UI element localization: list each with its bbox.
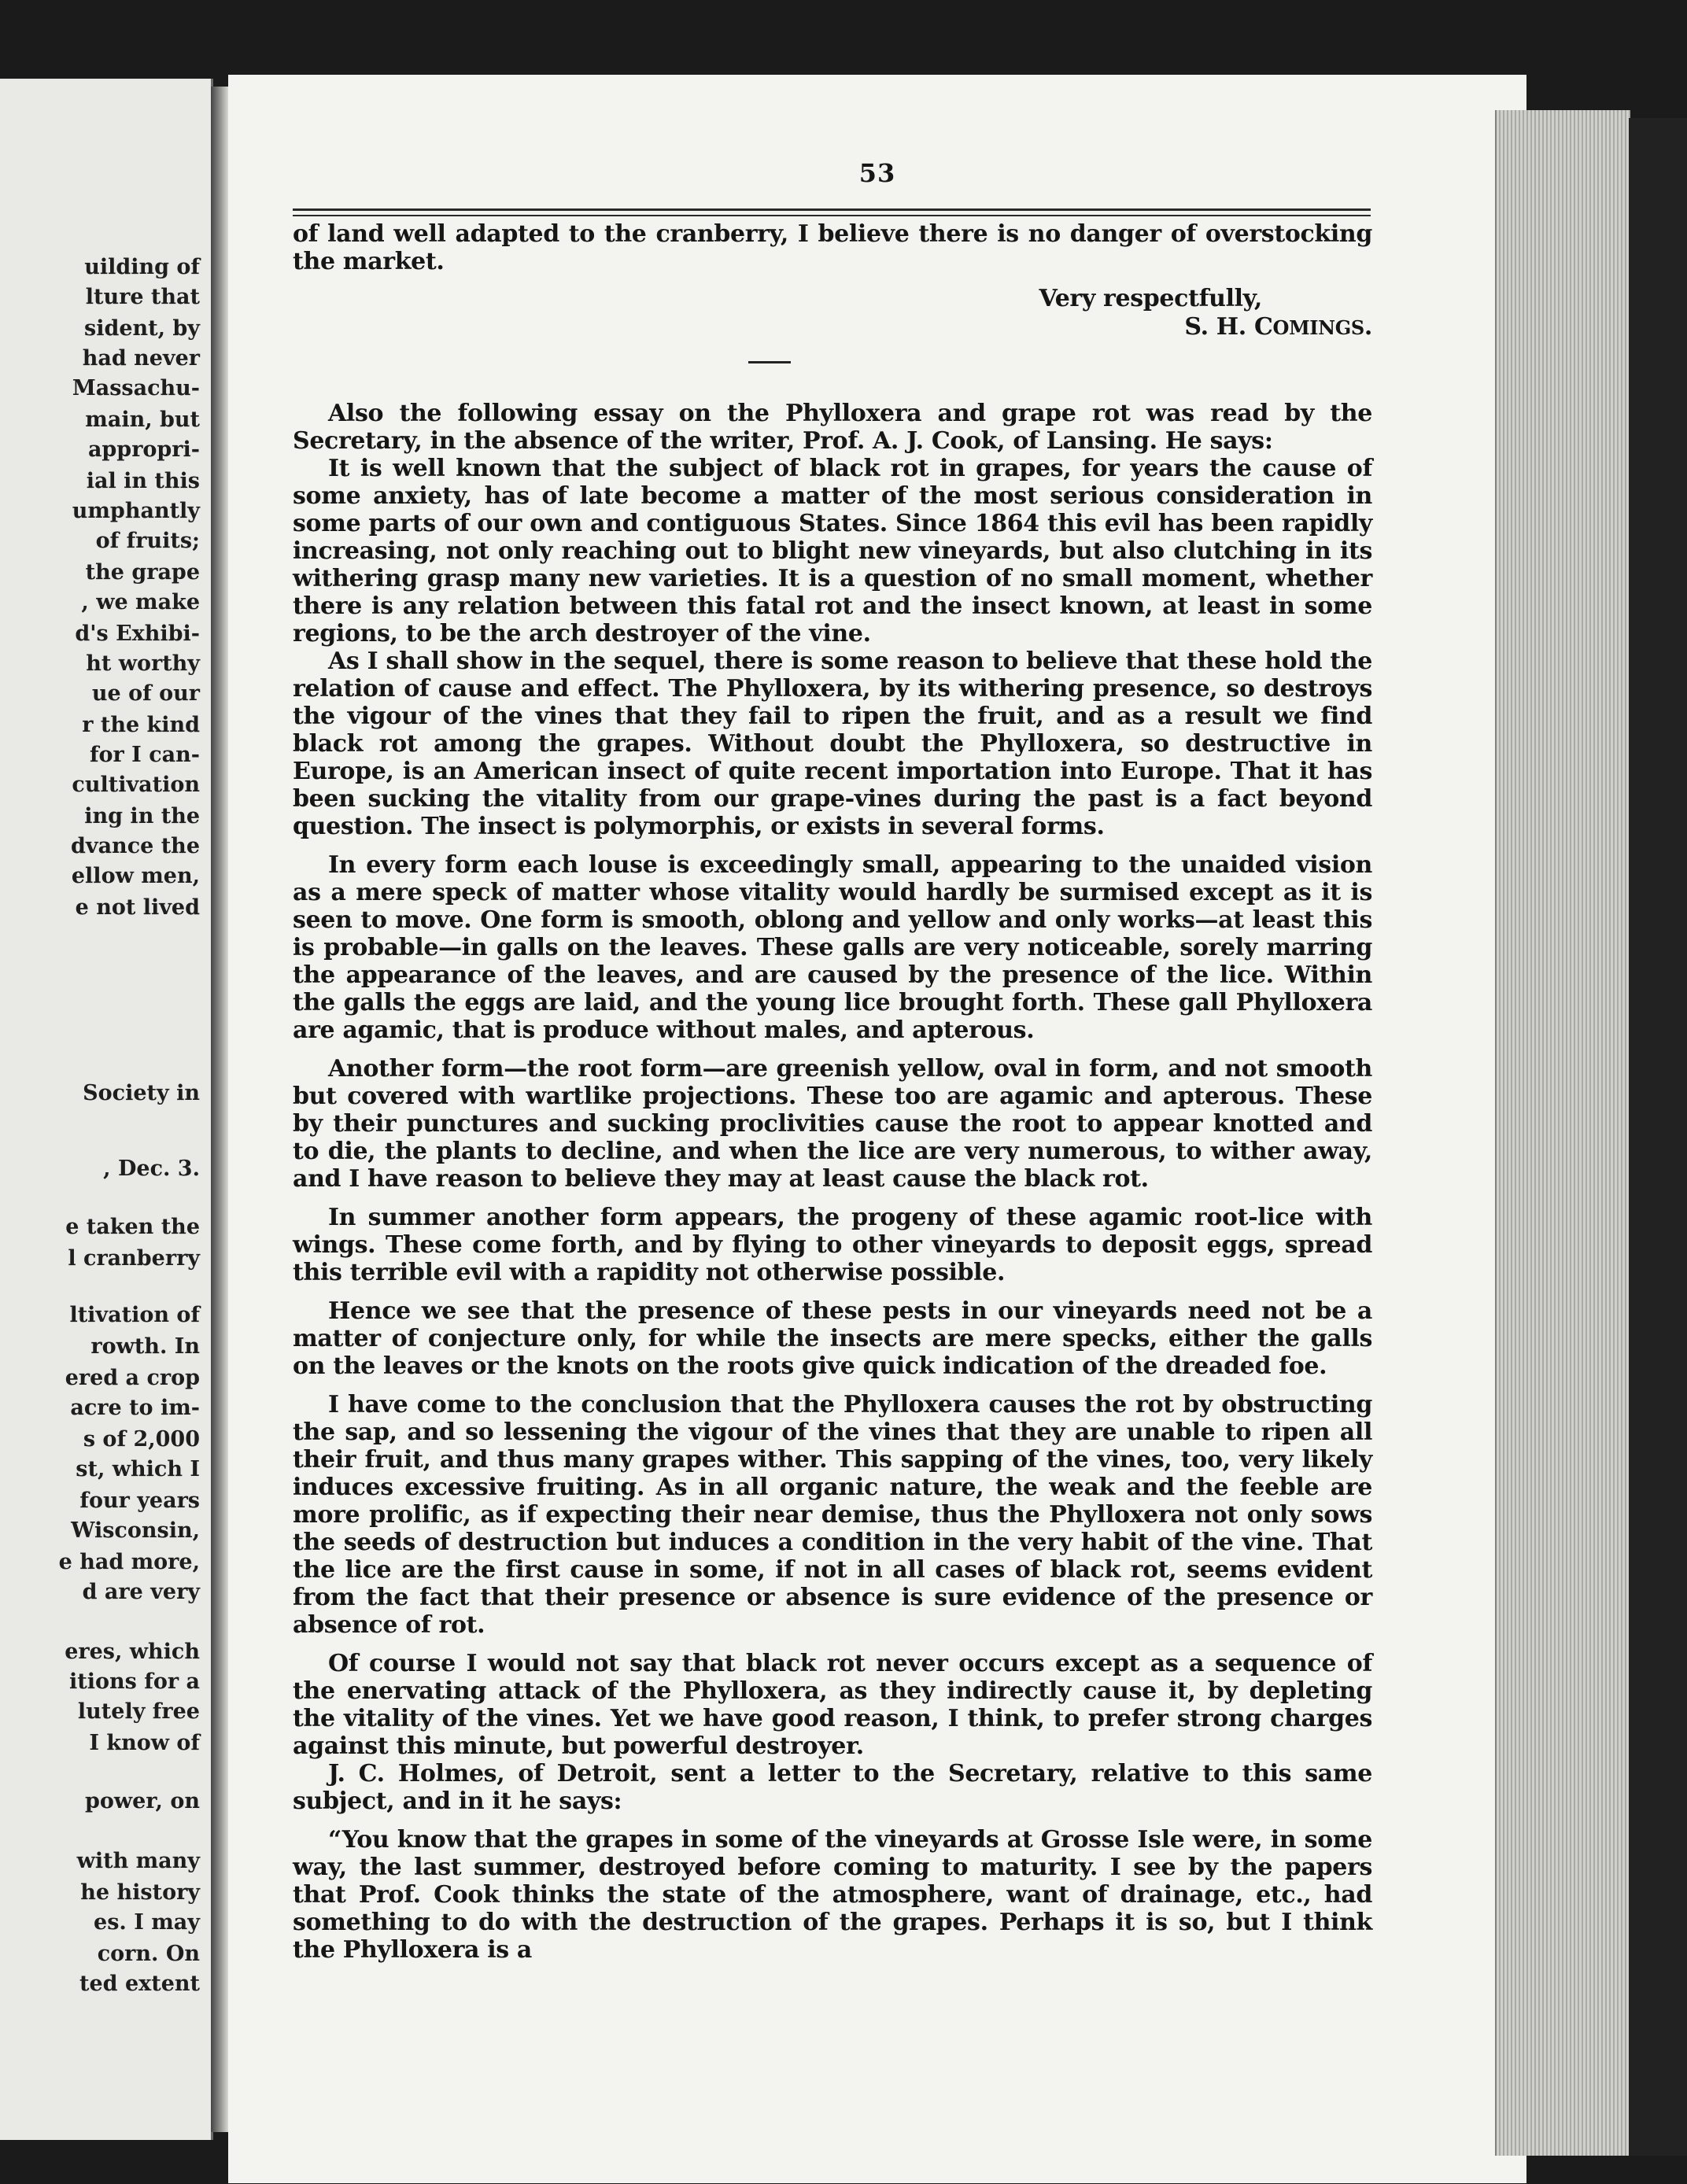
facing-page-line: acre to im-: [70, 1396, 200, 1420]
facing-page-line: sident, by: [84, 316, 200, 341]
facing-page-line: s of 2,000: [83, 1427, 200, 1452]
facing-page-line: uilding of: [84, 255, 200, 279]
header-rule-secondary: [293, 215, 1371, 216]
facing-page-line: es. I may: [94, 1910, 200, 1935]
facing-page-line: ue of our: [91, 681, 200, 706]
facing-page-line: Wisconsin,: [71, 1518, 200, 1543]
facing-page-line: d are very: [82, 1580, 200, 1604]
facing-page-line: Massachu-: [72, 376, 200, 400]
facing-page-line: eres, which: [65, 1640, 200, 1664]
facing-page-line: ltivation of: [69, 1303, 200, 1327]
paragraph: It is well known that the subject of black rot in grapes, for years the cause of some anxiety, has of late become a matter of the most serious consideration in some parts of our own and contiguous States. Since 1864 this evil has been rapidly increasing, not only reaching out to blight new vineyards, but also clutching in its withering grasp many new varieties. It is a question of no small moment, whether there is any relation between this fatal rot and the insect known, at least in some regions, to be the arch destroyer of the vine.: [293, 455, 1372, 647]
paragraph: Hence we see that the presence of these pests in our vineyards need not be a matter of conjecture only, for while the insects are mere specks, either the galls on the leaves or the knots on the roots give quick indication of the dreaded foe.: [293, 1297, 1372, 1380]
book-page: [228, 75, 1526, 2183]
opening-paragraph: of land well adapted to the cranberry, I believe there is no danger of overstocking the market.: [293, 220, 1372, 275]
facing-page-line: ial in this: [86, 469, 200, 493]
facing-page-line: umphantly: [72, 499, 200, 523]
facing-page-line: e taken the: [65, 1215, 200, 1239]
facing-page-line: cultivation: [72, 773, 200, 797]
facing-page-line: I know of: [89, 1731, 200, 1755]
facing-page-line: l cranberry: [68, 1246, 200, 1271]
facing-page-fragment: [0, 79, 213, 2140]
page-number: 53: [858, 158, 896, 188]
facing-page-line: dvance the: [71, 834, 200, 858]
section-separator: [748, 361, 791, 363]
page-edges: [1495, 110, 1630, 2156]
facing-page-line: for I can-: [89, 743, 200, 767]
facing-page-line: appropri-: [87, 437, 200, 462]
facing-page-line: with many: [76, 1849, 200, 1873]
book-gutter: [211, 87, 228, 2132]
facing-page-line: r the kind: [82, 713, 200, 737]
facing-page-line: of fruits;: [95, 529, 200, 553]
header-rule: [293, 208, 1371, 211]
facing-page-line: e had more,: [58, 1550, 200, 1574]
facing-page-line: he history: [80, 1880, 200, 1905]
facing-page-line: d's Exhibi-: [75, 622, 200, 646]
paragraph: “You know that the grapes in some of the vineyards at Grosse Isle were, in some way, the last summer, destroyed before coming to maturity. I see by the papers that Prof. Cook thinks the state of the atmosphere, want of drainage, etc., had something to do with the destruction of the grapes. Perhaps it is so, but I think the Phylloxera is a: [293, 1826, 1372, 1964]
paragraph: I have come to the conclusion that the Phylloxera causes the rot by obstructing the sap, and so lessening the vigour of the vines that they are unable to ripen all their fruit, and thus many grapes wither. This sapping of the vines, too, very likely induces excessive fruiting. As in all organic nature, the weak and the feeble are more prolific, as if expecting their near demise, thus the Phylloxera not only sows the seeds of destruction but induces a condition in the very habit of the vine. That the lice are the first cause in some, if not in all cases of black rot, seems evident from the fact that their presence or absence is sure evidence of the presence or absence of rot.: [293, 1391, 1372, 1639]
paragraph: In every form each louse is exceedingly small, appearing to the unaided vision as a mere speck of matter whose vitality would hardly be surmised except as it is seen to move. One form is smooth, oblong and yellow and only works—at least this is probable—in galls on the leaves. These galls are very noticeable, sorely marring the appearance of the leaves, and are caused by the presence of the lice. Within the galls the eggs are laid, and the young lice brought forth. These gall Phylloxera are agamic, that is produce without males, and apterous.: [293, 851, 1372, 1044]
facing-page-line: Society in: [83, 1081, 200, 1105]
facing-page-line: power, on: [84, 1789, 200, 1813]
facing-page-line: corn. On: [97, 1942, 200, 1966]
facing-page-line: the grape: [85, 560, 200, 585]
background-shadow: [1629, 118, 1687, 2156]
facing-page-line: e not lived: [75, 895, 200, 920]
facing-page-line: lutely free: [77, 1699, 200, 1724]
letter-closing: [293, 285, 1372, 342]
paragraph: J. C. Holmes, of Detroit, sent a letter to the Secretary, relative to this same subject, and in it he says:: [293, 1760, 1372, 1815]
facing-page-line: lture that: [85, 285, 200, 309]
facing-page-line: itions for a: [69, 1669, 200, 1694]
facing-page-line: main, but: [85, 408, 200, 432]
closing-salutation: Very respectfully,: [1039, 285, 1262, 312]
facing-page-line: , we make: [81, 590, 200, 614]
facing-page-line: , Dec. 3.: [103, 1157, 200, 1181]
signature: S. H. COMINGS.: [1184, 313, 1372, 341]
facing-page-line: st, which I: [76, 1457, 200, 1481]
facing-page-line: ellow men,: [71, 864, 200, 888]
facing-page-line: ted extent: [79, 1972, 200, 1996]
body-text: [293, 220, 1372, 1964]
facing-page-line: had never: [82, 346, 200, 371]
facing-page-line: ered a crop: [65, 1366, 200, 1390]
facing-page-line: four years: [79, 1489, 200, 1513]
paragraph: Of course I would not say that black rot never occurs except as a sequence of the enervating attack of the Phylloxera, as they indirectly cause it, by depleting the vitality of the vines. Yet we have good reason, I think, to prefer strong charges against this minute, but powerful destroyer.: [293, 1650, 1372, 1760]
facing-page-line: ing in the: [84, 804, 200, 828]
facing-page-line: ht worthy: [86, 651, 200, 676]
paragraph: In summer another form appears, the progeny of these agamic root-lice with wings. These come forth, and by flying to other vineyards to deposit eggs, spread this terrible evil with a rapidity not otherwise possible.: [293, 1204, 1372, 1286]
paragraph: As I shall show in the sequel, there is some reason to believe that these hold the relation of cause and effect. The Phylloxera, by its withering presence, so destroys the vigour of the vines that they fail to ripen the fruit, and as a result we find black rot among the grapes. Without doubt the Phylloxera, so destructive in Europe, is an American insect of quite recent importation into Europe. That it has been sucking the vitality from our grape-vines during the past is a fact beyond question. The insect is polymorphis, or exists in several forms.: [293, 647, 1372, 840]
paragraph: Another form—the root form—are greenish yellow, oval in form, and not smooth but covered with wartlike projections. These too are agamic and apterous. These by their punctures and sucking proclivities cause the root to appear knotted and to die, the plants to decline, and when the lice are very numerous, to wither away, and I have reason to believe they may at least cause the black rot.: [293, 1055, 1372, 1193]
paragraph: Also the following essay on the Phylloxera and grape rot was read by the Secretary, in the absence of the writer, Prof. A. J. Cook, of Lansing. He says:: [293, 400, 1372, 455]
facing-page-line: rowth. In: [90, 1334, 200, 1359]
